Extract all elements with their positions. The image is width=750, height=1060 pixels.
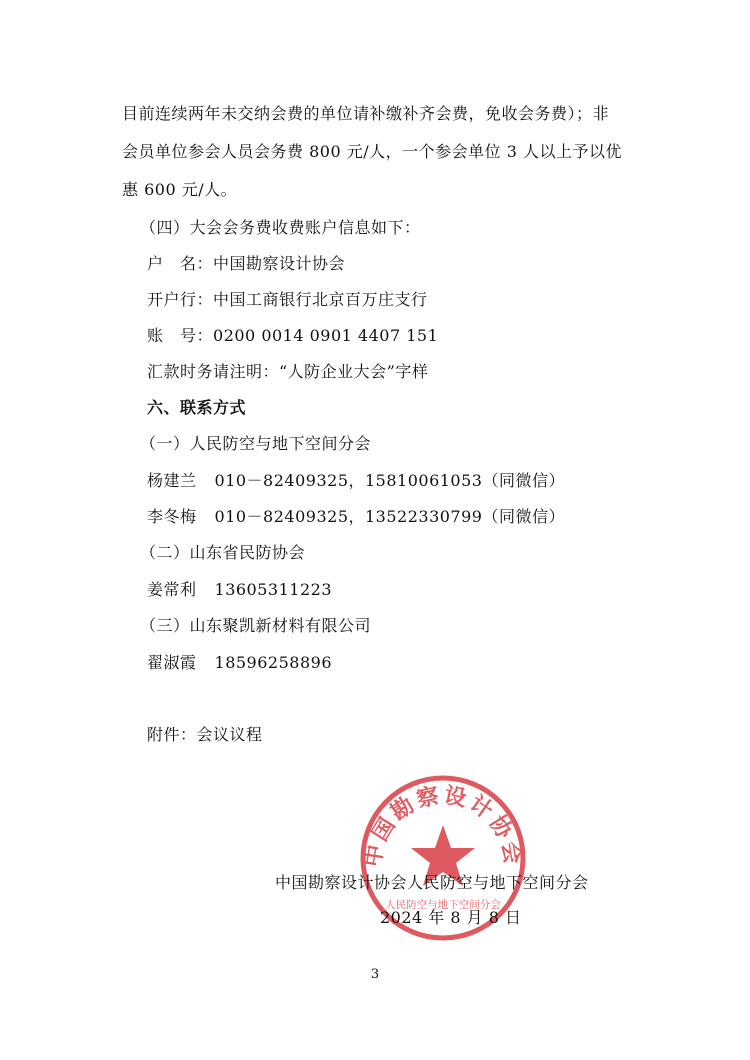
page-number: 3	[370, 967, 380, 982]
contact-name: 翟淑霞	[147, 653, 197, 672]
contact-person	[147, 507, 565, 527]
signature-org: 中国勘察设计协会人民防空与地下空间分会	[275, 873, 589, 892]
contact-person	[147, 580, 332, 600]
contact-phone: 18596258896	[214, 653, 332, 672]
seal-inner-text: 人民防空与地下空间分会	[385, 899, 501, 911]
remit-note: 汇款时务请注明：“人防企业大会”字样	[147, 362, 429, 381]
contact-phone: 13605311223	[214, 580, 332, 599]
contact-person	[147, 653, 332, 673]
account-number-row	[147, 326, 438, 346]
account-name-row	[147, 254, 345, 274]
account-heading: （四）大会会务费收费账户信息如下：	[140, 218, 421, 237]
contact-person	[147, 471, 565, 491]
contact-phone: 010－82409325，15810061053（同微信）	[214, 471, 565, 490]
bank-value: 中国工商银行北京百万庄支行	[213, 290, 428, 309]
contacts-heading: 六、联系方式	[147, 398, 247, 417]
contact-name: 姜常利	[147, 580, 197, 599]
contact-org: （二）山东省民防协会	[140, 543, 306, 562]
contact-name: 李冬梅	[147, 507, 197, 526]
account-number-label: 账 号：	[147, 326, 214, 345]
account-name-label: 户 名：	[147, 254, 214, 273]
contact-name: 杨建兰	[147, 471, 197, 490]
contact-org: （三）山东聚凯新材料有限公司	[140, 616, 372, 635]
paragraph-line: 会员单位参会人员会务费 800 元/人，一个参会单位 3 人以上予以优	[122, 142, 622, 161]
paragraph-line: 目前连续两年未交纳会费的单位请补缴补齐会费，免收会务费）；非	[122, 104, 610, 123]
contact-phone: 010－82409325，13522330799（同微信）	[214, 507, 565, 526]
bank-row	[147, 290, 428, 310]
bank-label: 开户行：	[147, 290, 214, 309]
account-name-value: 中国勘察设计协会	[213, 254, 346, 273]
account-number-value: 0200 0014 0901 4407 151	[213, 326, 439, 345]
paragraph-line: 惠 600 元/人。	[122, 180, 238, 199]
seal-outer-text: 中国勘察设计协会	[360, 782, 526, 869]
contact-org: （一）人民防空与地下空间分会	[140, 434, 372, 453]
attachment-note: 附件：会议议程	[147, 725, 263, 744]
signature-date: 2024 年 8 月 8 日	[380, 908, 522, 927]
